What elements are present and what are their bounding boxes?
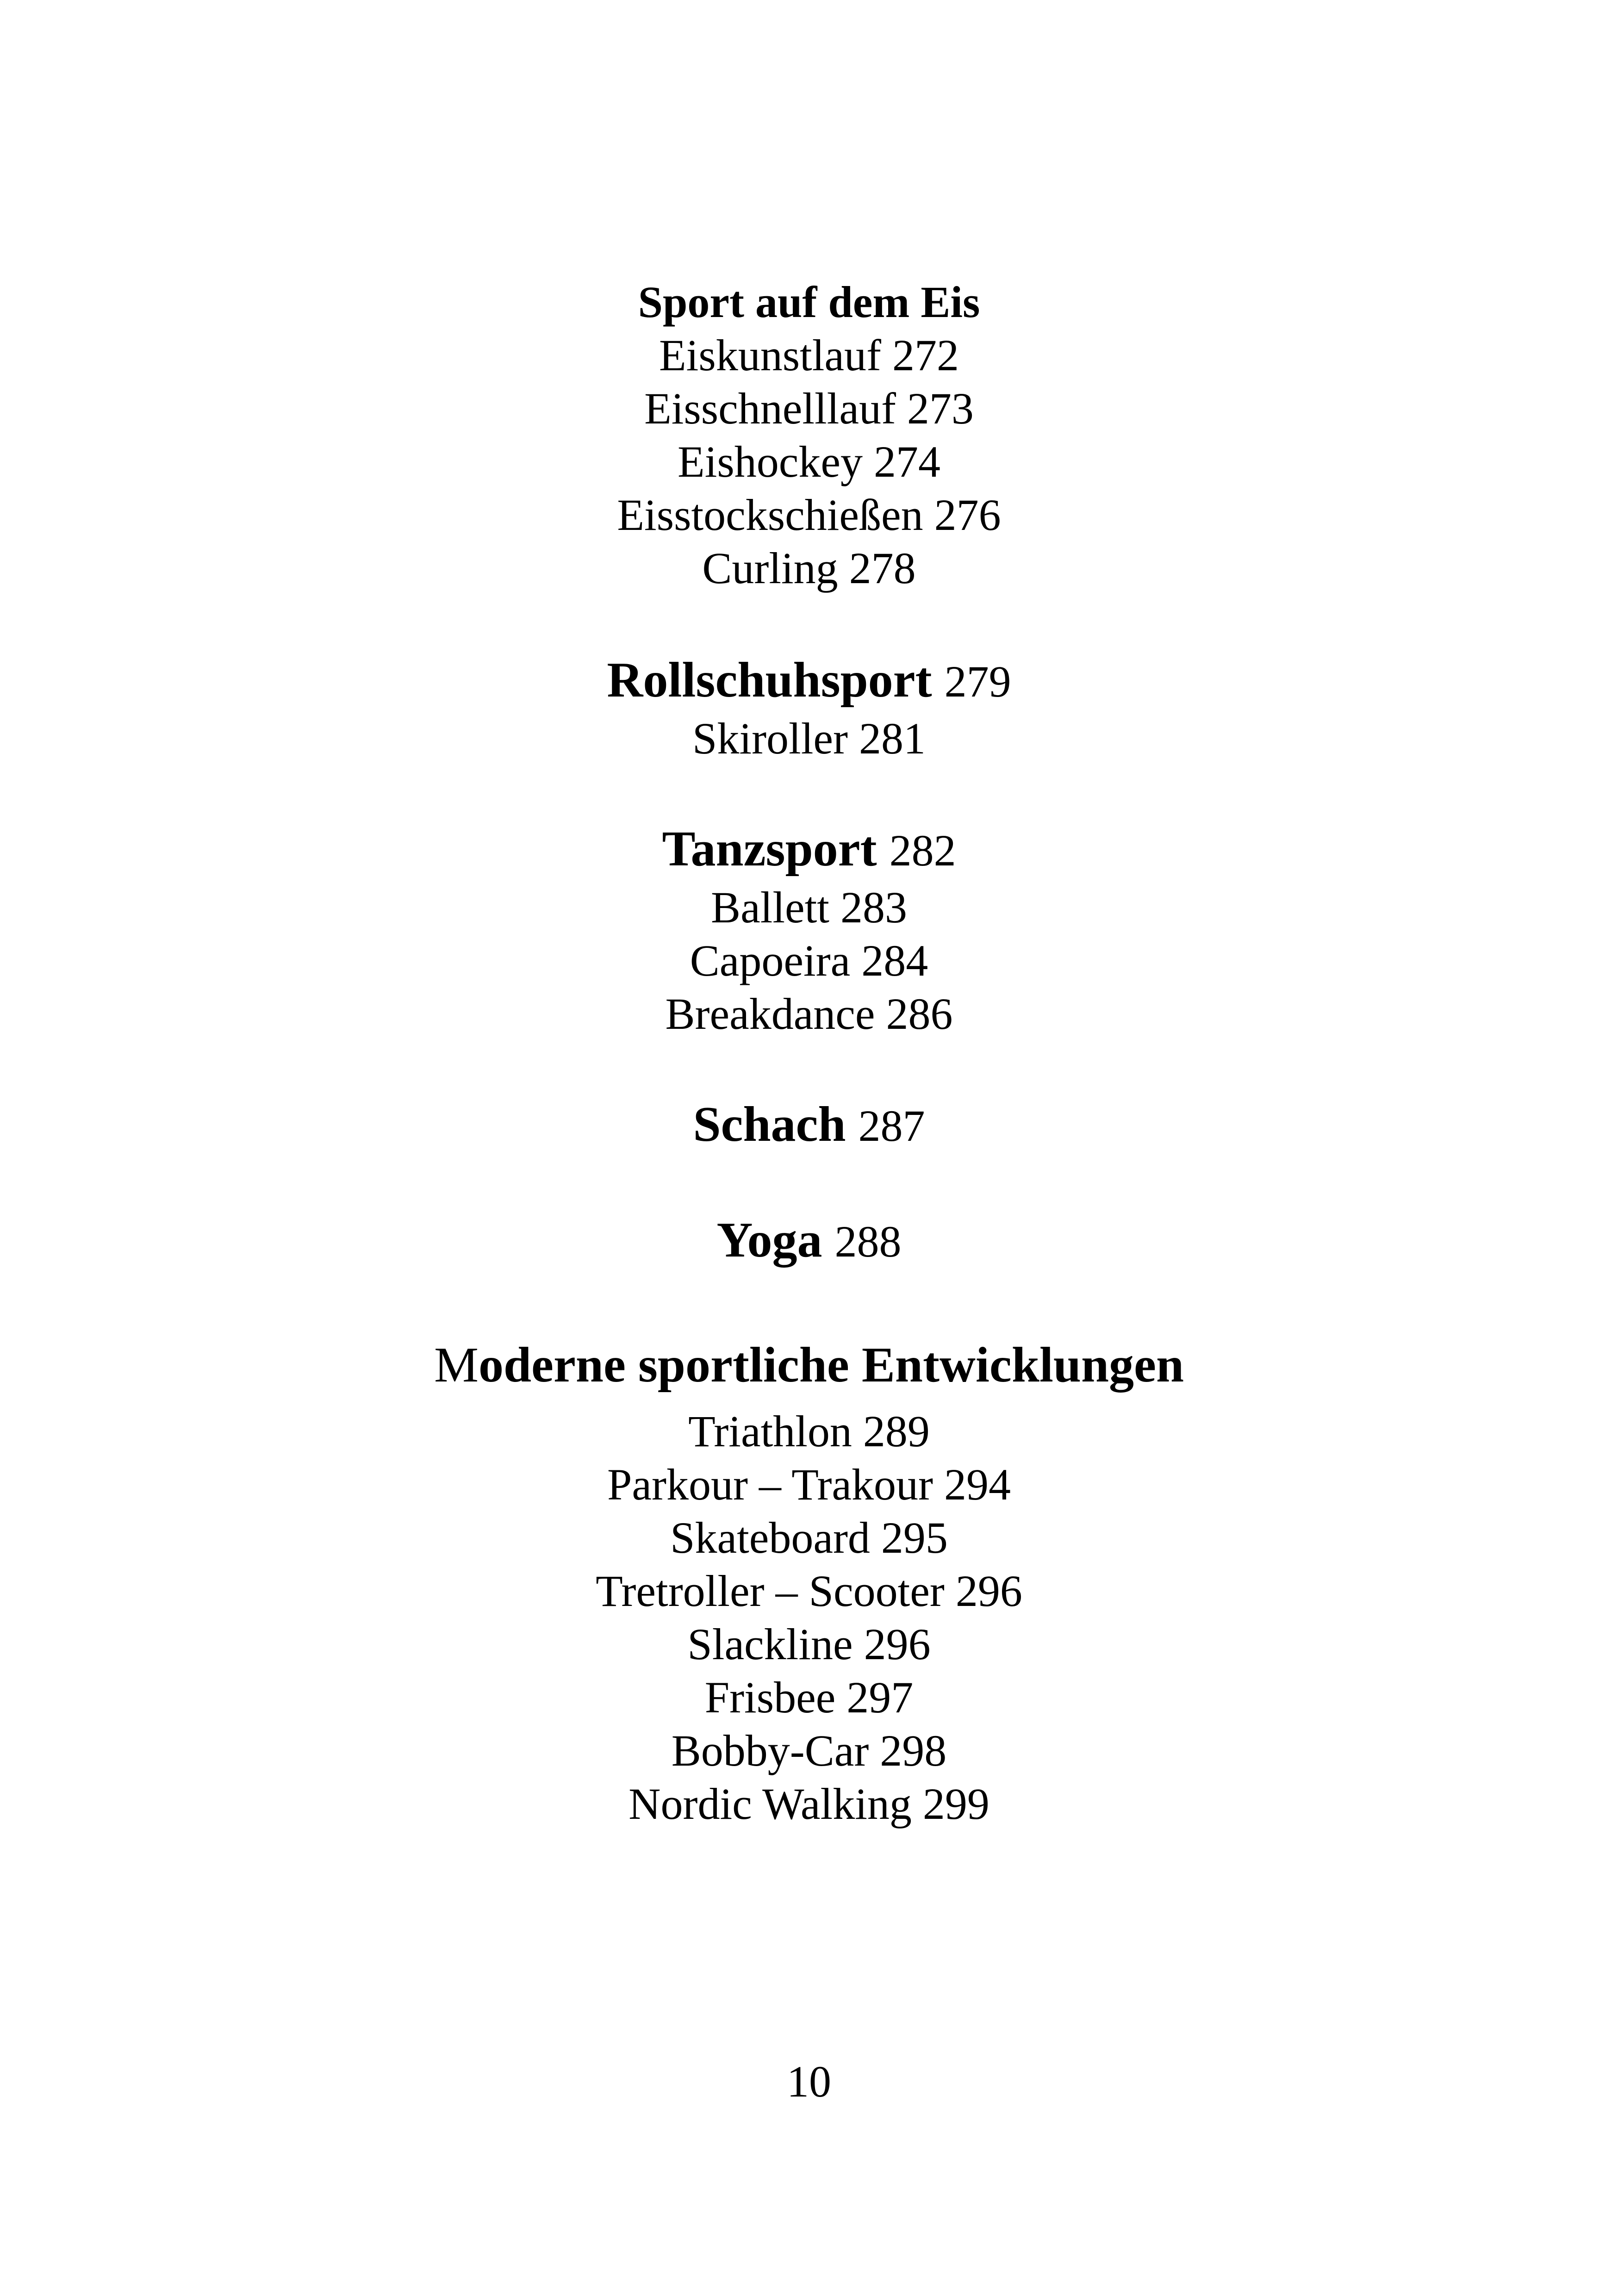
section-heading bbox=[0, 1210, 1618, 1272]
section-title: Tanzsport bbox=[662, 821, 877, 877]
toc-entry: Capoeira 284 bbox=[690, 936, 928, 985]
toc-entry: Triathlon 289 bbox=[688, 1406, 930, 1456]
section-heading bbox=[0, 819, 1618, 881]
section-page: 288 bbox=[834, 1217, 902, 1266]
toc-entry: Parkour – Trakour 294 bbox=[607, 1460, 1011, 1509]
toc-entry: Curling 278 bbox=[702, 543, 916, 593]
toc-entry: Tretroller – Scooter 296 bbox=[596, 1566, 1022, 1616]
toc-entry: Bobby-Car 298 bbox=[671, 1726, 947, 1775]
section-tanzsport bbox=[0, 819, 1618, 1040]
toc-entry: Frisbee 297 bbox=[704, 1673, 914, 1722]
toc-entry: Skateboard 295 bbox=[670, 1513, 948, 1562]
section-heading: Sport auf dem Eis bbox=[638, 277, 980, 327]
toc-entry: Nordic Walking 299 bbox=[629, 1779, 989, 1829]
section-heading bbox=[0, 1335, 1618, 1395]
section-page: 279 bbox=[944, 657, 1011, 706]
section-title-rest: oderne sportliche Entwicklungen bbox=[478, 1338, 1184, 1393]
section-yoga bbox=[0, 1210, 1618, 1272]
section-title: Schach bbox=[693, 1097, 846, 1152]
section-heading bbox=[0, 650, 1618, 712]
section-title: Yoga bbox=[716, 1213, 822, 1268]
toc-entry: Slackline 296 bbox=[687, 1619, 931, 1669]
section-page: 287 bbox=[858, 1101, 925, 1151]
section-schach bbox=[0, 1095, 1618, 1156]
toc-entry: Ballett 283 bbox=[711, 883, 907, 932]
section-title-first-letter: M bbox=[434, 1338, 479, 1393]
toc-entry: Eisstockschießen 276 bbox=[617, 490, 1001, 540]
toc-entry: Eiskunstlauf 272 bbox=[659, 330, 959, 380]
section-moderne-entwicklungen bbox=[0, 1335, 1618, 1830]
toc-entry: Breakdance 286 bbox=[665, 989, 953, 1039]
toc-entry: Eishockey 274 bbox=[678, 437, 940, 486]
toc-entry: Eisschnelllauf 273 bbox=[644, 384, 974, 433]
toc-entry: Skiroller 281 bbox=[692, 714, 926, 763]
section-title: Rollschuhsport bbox=[607, 653, 932, 708]
section-rollschuhsport bbox=[0, 650, 1618, 765]
section-heading bbox=[0, 1095, 1618, 1156]
section-page: 282 bbox=[889, 826, 956, 875]
section-sport-auf-dem-eis bbox=[0, 275, 1618, 595]
page-number: 10 bbox=[787, 2057, 831, 2106]
